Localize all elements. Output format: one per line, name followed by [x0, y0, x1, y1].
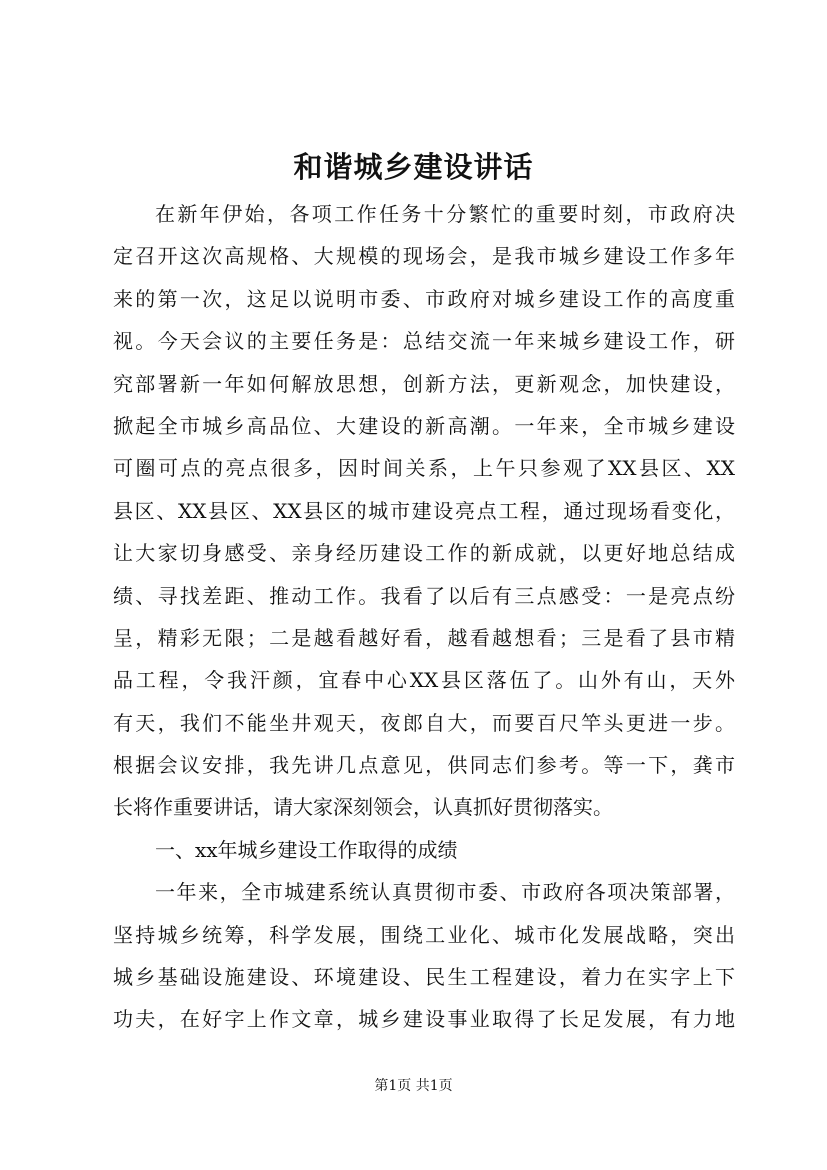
page-footer: 第1页 共1页: [374, 1078, 453, 1094]
body-line: 呈，精彩无限；二是越看越好看，越看越想看；三是看了县市精: [113, 625, 735, 650]
body-line: 可圈可点的亮点很多，因时间关系，上午只参观了XX县区、XX: [113, 456, 735, 481]
body-line: 县区、XX县区、XX县区的城市建设亮点工程，通过现场看变化，: [113, 498, 735, 523]
body-line: 有天，我们不能坐井观天，夜郎自大，而要百尺竿头更进一步。: [113, 710, 735, 735]
document-body: [113, 193, 735, 1041]
body-line: 视。今天会议的主要任务是：总结交流一年来城乡建设工作，研: [113, 329, 735, 354]
body-line: 在新年伊始，各项工作任务十分繁忙的重要时刻，市政府决: [155, 202, 735, 226]
body-line: 一年来，全市城建系统认真贯彻市委、市政府各项决策部署，: [155, 880, 735, 905]
body-line: 来的第一次，这足以说明市委、市政府对城乡建设工作的高度重: [113, 286, 735, 311]
document-title: 和谐城乡建设讲话: [293, 150, 534, 184]
body-line: 究部署新一年如何解放思想，创新方法，更新观念，加快建设，: [113, 371, 735, 396]
body-line: 绩、寻找差距、推动工作。我看了以后有三点感受：一是亮点纷: [113, 583, 735, 608]
body-line: 功夫，在好字上作文章，城乡建设事业取得了长足发展，有力地: [113, 1007, 735, 1032]
body-line: 坚持城乡统筹，科学发展，围绕工业化、城市化发展战略，突出: [113, 922, 735, 947]
body-line: 掀起全市城乡高品位、大建设的新高潮。一年来，全市城乡建设: [113, 413, 735, 438]
body-line: 长将作重要讲话，请大家深刻领会，认真抓好贯彻落实。: [113, 795, 613, 820]
body-line: 城乡基础设施建设、环境建设、民生工程建设，着力在实字上下: [113, 965, 735, 990]
body-line: 品工程，令我汗颜，宜春中心XX县区落伍了。山外有山，天外: [113, 668, 735, 693]
body-line: 定召开这次高规格、大规模的现场会，是我市城乡建设工作多年: [113, 244, 735, 269]
body-line: 让大家切身感受、亲身经历建设工作的新成就，以更好地总结成: [113, 541, 735, 566]
body-line: 根据会议安排，我先讲几点意见，供同志们参考。等一下，龚市: [113, 753, 735, 778]
section-heading: 一、xx年城乡建设工作取得的成绩: [155, 837, 458, 862]
